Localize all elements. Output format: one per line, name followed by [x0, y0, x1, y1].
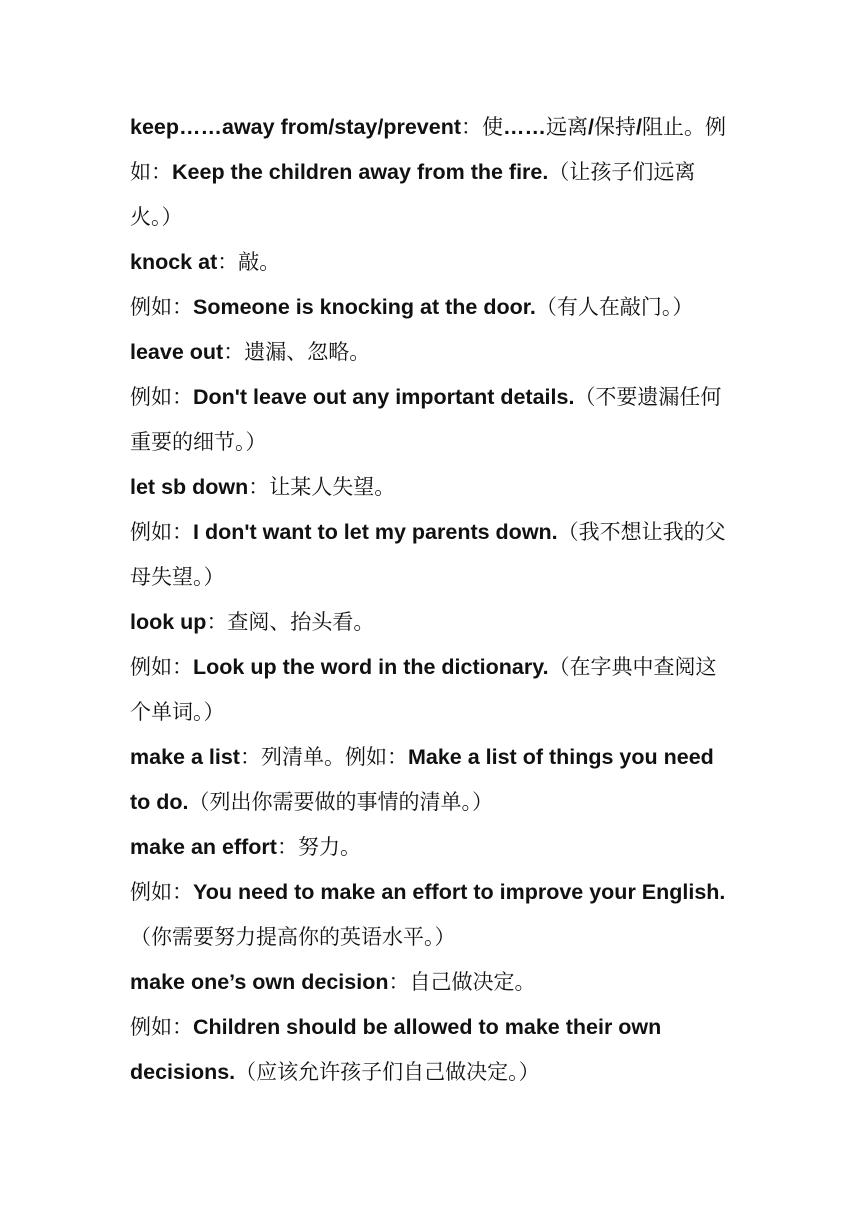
english-text: make one’s own decision: [130, 970, 389, 994]
vocab-entry: [130, 645, 734, 735]
english-text: leave out: [130, 340, 224, 364]
chinese-text: （我不想让我的父母失望。）: [130, 520, 726, 589]
chinese-text: （在字典中查阅这个单词。）: [130, 655, 717, 724]
chinese-text: ：自己做决定。: [388, 970, 536, 994]
english-text: make an effort: [130, 835, 277, 859]
chinese-text: 例如：: [130, 880, 193, 904]
english-text: look up: [130, 610, 207, 634]
vocab-entry: [130, 510, 734, 600]
vocab-entry: [130, 600, 734, 645]
english-text: let sb down: [130, 475, 249, 499]
chinese-text: ：遗漏、忽略。: [223, 340, 371, 364]
document-body: [130, 105, 734, 1095]
english-text: Keep the children away from the fire.: [172, 160, 549, 184]
english-text: /: [588, 115, 594, 139]
vocab-entry: [130, 825, 734, 870]
vocab-entry: [130, 330, 734, 375]
vocab-entry: [130, 105, 734, 240]
english-text: You need to make an effort to improve your English.: [193, 880, 726, 904]
english-text: I don't want to let my parents down.: [193, 520, 558, 544]
chinese-text: 例如：: [130, 655, 193, 679]
vocab-entry: [130, 240, 734, 285]
vocab-entry: [130, 465, 734, 510]
vocab-entry: [130, 375, 734, 465]
english-text: ……: [503, 115, 546, 139]
chinese-text: （应该允许孩子们自己做决定。）: [235, 1060, 540, 1084]
chinese-text: 例如：: [130, 520, 193, 544]
chinese-text: （有人在敲门。）: [535, 295, 694, 319]
chinese-text: ：使: [461, 115, 503, 139]
chinese-text: 例如：: [130, 1015, 193, 1039]
chinese-text: ：列清单。例如：: [239, 745, 408, 769]
chinese-text: （不要遗漏任何重要的细节。）: [130, 385, 722, 454]
chinese-text: 远离: [546, 115, 588, 139]
english-text: Don't leave out any important details.: [193, 385, 575, 409]
vocab-entry: [130, 735, 734, 825]
chinese-text: 保持: [593, 115, 636, 139]
vocab-entry: [130, 1005, 734, 1095]
english-text: Children should be allowed to make their own decisions.: [130, 1015, 662, 1084]
chinese-text: 例如：: [130, 295, 193, 319]
english-text: Someone is knocking at the door.: [193, 295, 536, 319]
vocab-entry: [130, 285, 734, 330]
vocab-entry: [130, 870, 734, 960]
chinese-text: ：敲。: [217, 250, 281, 274]
chinese-text: ：努力。: [276, 835, 361, 859]
chinese-text: 阻止。例如：: [130, 115, 726, 184]
english-text: /: [635, 115, 642, 139]
english-text: keep……away from/stay/prevent: [130, 115, 461, 139]
chinese-text: 例如：: [130, 385, 193, 409]
vocab-entry: [130, 960, 734, 1005]
english-text: make a list: [130, 745, 240, 769]
chinese-text: ：查阅、抬头看。: [206, 610, 375, 634]
chinese-text: （让孩子们远离火。）: [130, 160, 696, 229]
english-text: Make a list of things you need to do.: [130, 745, 714, 814]
chinese-text: （你需要努力提高你的英语水平。）: [130, 925, 456, 949]
chinese-text: ：让某人失望。: [248, 475, 396, 499]
english-text: Look up the word in the dictionary.: [193, 655, 549, 679]
chinese-text: （列出你需要做的事情的清单。）: [188, 790, 494, 814]
english-text: knock at: [130, 250, 218, 274]
